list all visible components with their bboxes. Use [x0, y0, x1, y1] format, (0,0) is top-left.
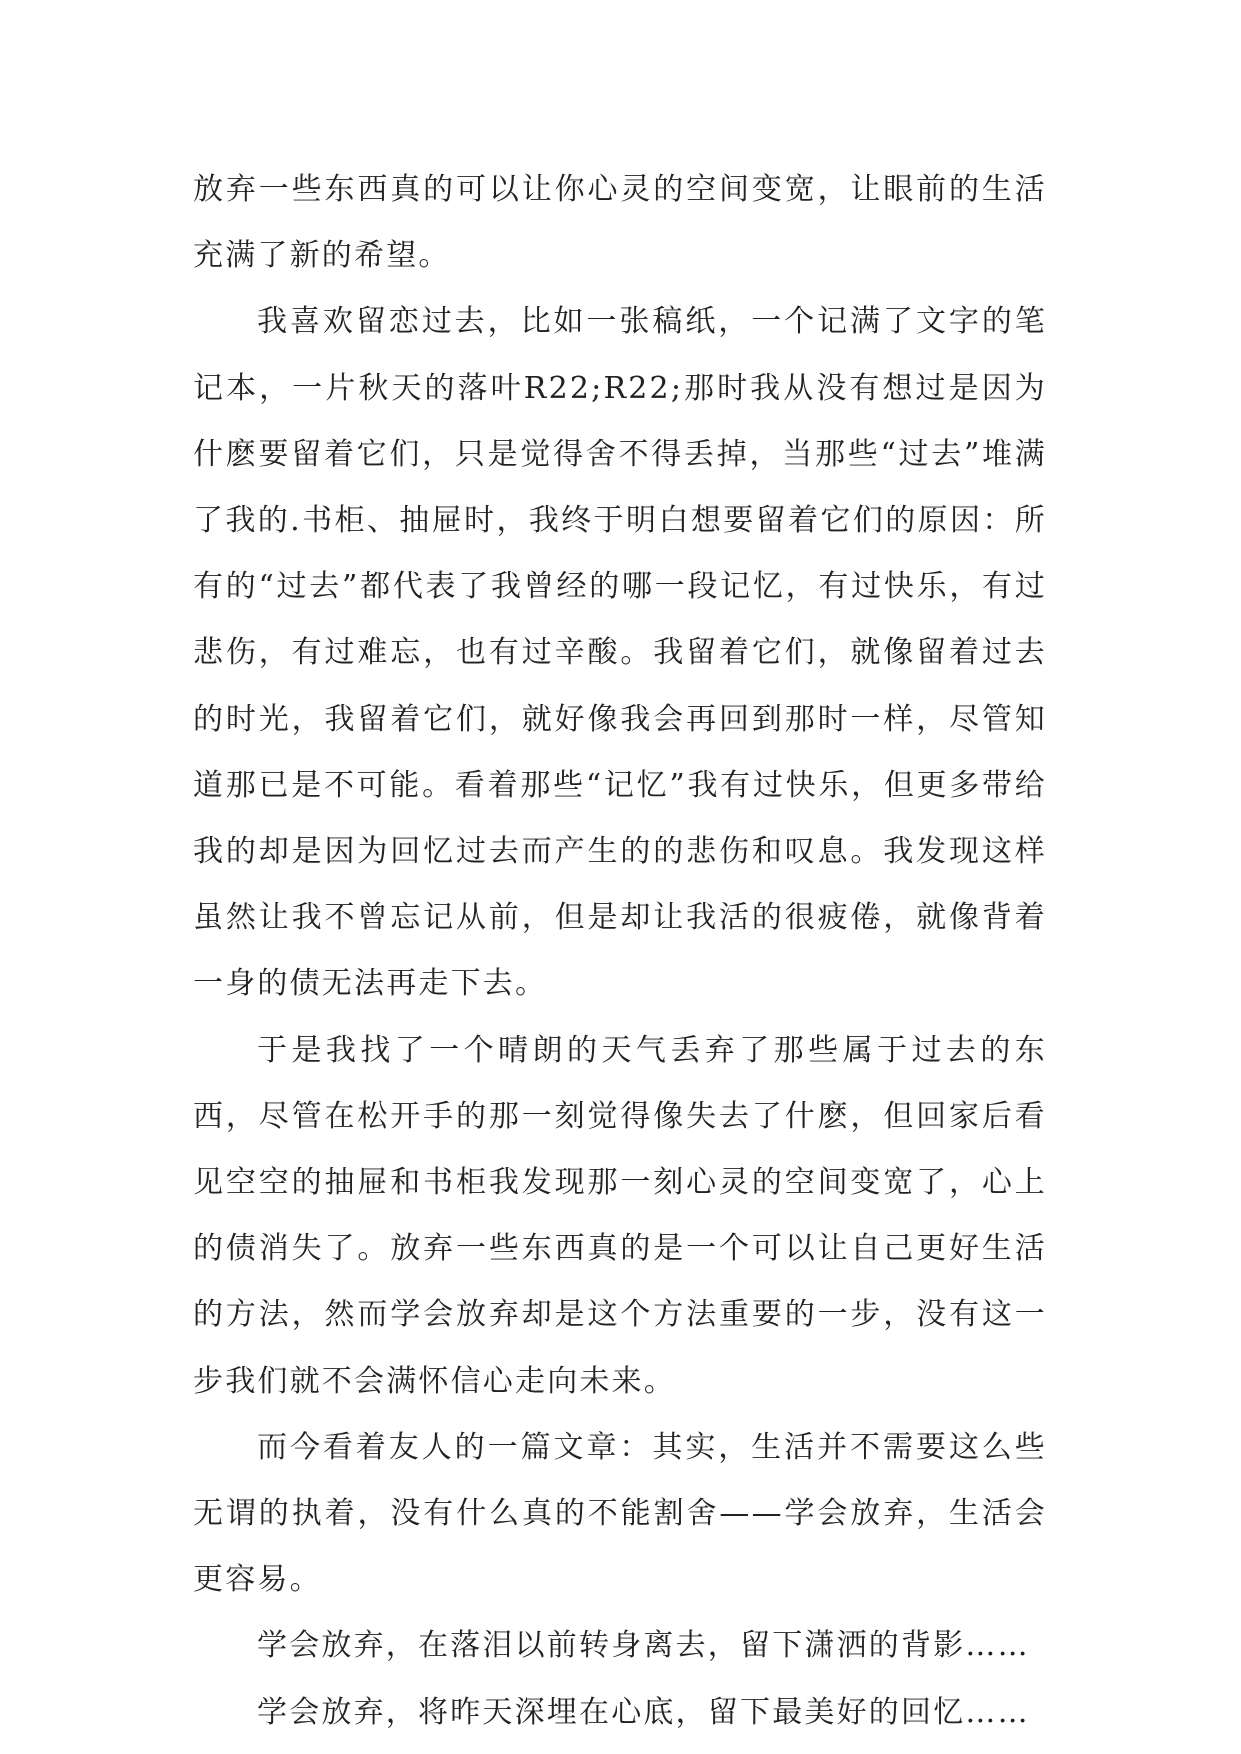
paragraph-1: 放弃一些东西真的可以让你心灵的空间变宽，让眼前的生活充满了新的希望。 — [193, 172, 1047, 274]
paragraph-6: 学会放弃，将昨天深埋在心底，留下最美好的回忆…… — [257, 1694, 1030, 1730]
paragraph-5: 学会放弃，在落泪以前转身离去，留下潇洒的背影…… — [257, 1628, 1030, 1664]
document-body — [193, 157, 1047, 1746]
paragraph-4: 而今看着友人的一篇文章：其实，生活并不需要这么些无谓的执着，没有什么真的不能割舍——学会放弃，生活会更容易。 — [193, 1429, 1047, 1598]
paragraph-2: 我喜欢留恋过去，比如一张稿纸，一个记满了文字的笔记本，一片秋天的落叶R22;R22;那时我从没有想过是因为什麽要留着它们，只是觉得舍不得丢掉，当那些“过去”堆满了我的.书柜、抽屉时，我终于明白想要留着它们的原因：所有的“过去”都代表了我曾经的哪一段记忆，有过快乐，有过悲伤，有过难忘，也有过辛酸。我留着它们，就像留着过去的时光，我留着它们，就好像我会再回到那时一样，尽管知道那已是不可能。看着那些“记忆”我有过快乐，但更多带给我的却是因为回忆过去而产生的的悲伤和叹息。我发现这样虽然让我不曾忘记从前，但是却让我活的很疲倦，就像背着一身的债无法再走下去。 — [193, 304, 1047, 1002]
paragraph-3: 于是我找了一个晴朗的天气丢弃了那些属于过去的东西，尽管在松开手的那一刻觉得像失去了什麽，但回家后看见空空的抽屉和书柜我发现那一刻心灵的空间变宽了，心上的债消失了。放弃一些东西真的是一个可以让自己更好生活的方法，然而学会放弃却是这个方法重要的一步，没有这一步我们就不会满怀信心走向未来。 — [193, 1032, 1047, 1399]
